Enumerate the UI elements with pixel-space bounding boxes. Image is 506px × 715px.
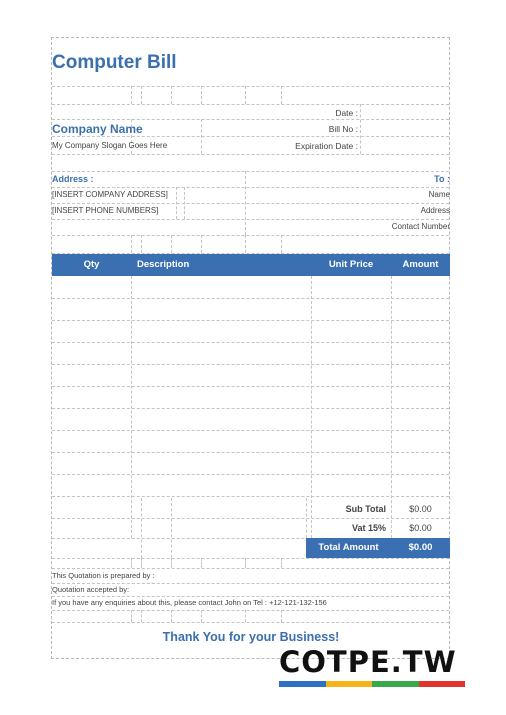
company-phone: [INSERT PHONE NUMBERS] (52, 206, 159, 215)
watermark-bar-yellow (326, 681, 373, 687)
enquiries-note: If you have any enquiries about this, please contact John on Tel : +12-121-132-156 (52, 598, 327, 607)
expiration-date-label: Expiration Date : (295, 141, 358, 151)
address-label: Address : (52, 174, 94, 184)
description-header: Description (137, 259, 190, 270)
recipient-address: Address (420, 206, 450, 215)
total-amount-row (306, 538, 450, 558)
subtotal-label: Sub Total (345, 504, 386, 514)
watermark-bar-green (372, 681, 419, 687)
company-slogan: My Company Slogan Goes Here (52, 141, 168, 150)
vat-label: Vat 15% (351, 523, 386, 533)
to-label: To : (434, 174, 450, 184)
unit-price-header: Unit Price (328, 259, 374, 270)
accepted-by: Quotation accepted by: (52, 585, 130, 594)
invoice-page (51, 37, 450, 659)
recipient-contact: Contact Number (391, 222, 450, 231)
company-address: [INSERT COMPANY ADDRESS] (52, 190, 168, 199)
total-amount-label: Total Amount (318, 542, 379, 553)
watermark-text: COTPE.TW (279, 645, 457, 679)
items-table-header (52, 254, 450, 276)
thank-you-message: Thank You for your Business! (162, 630, 340, 644)
subtotal-value: $0.00 (409, 504, 432, 514)
recipient-name: Name (428, 190, 450, 199)
bill-no-label: Bill No : (328, 124, 358, 134)
vat-value: $0.00 (409, 523, 432, 533)
document-title: Computer Bill (52, 52, 177, 73)
prepared-by: This Quotation is prepared by : (52, 571, 155, 580)
company-name: Company Name (52, 122, 143, 136)
watermark (279, 645, 465, 687)
qty-header: Qty (83, 259, 100, 270)
watermark-color-bar (279, 681, 465, 687)
total-amount-value: $0.00 (408, 542, 433, 553)
amount-header: Amount (402, 259, 439, 270)
watermark-bar-red (419, 681, 466, 687)
date-label: Date : (335, 108, 358, 118)
watermark-bar-blue (279, 681, 326, 687)
